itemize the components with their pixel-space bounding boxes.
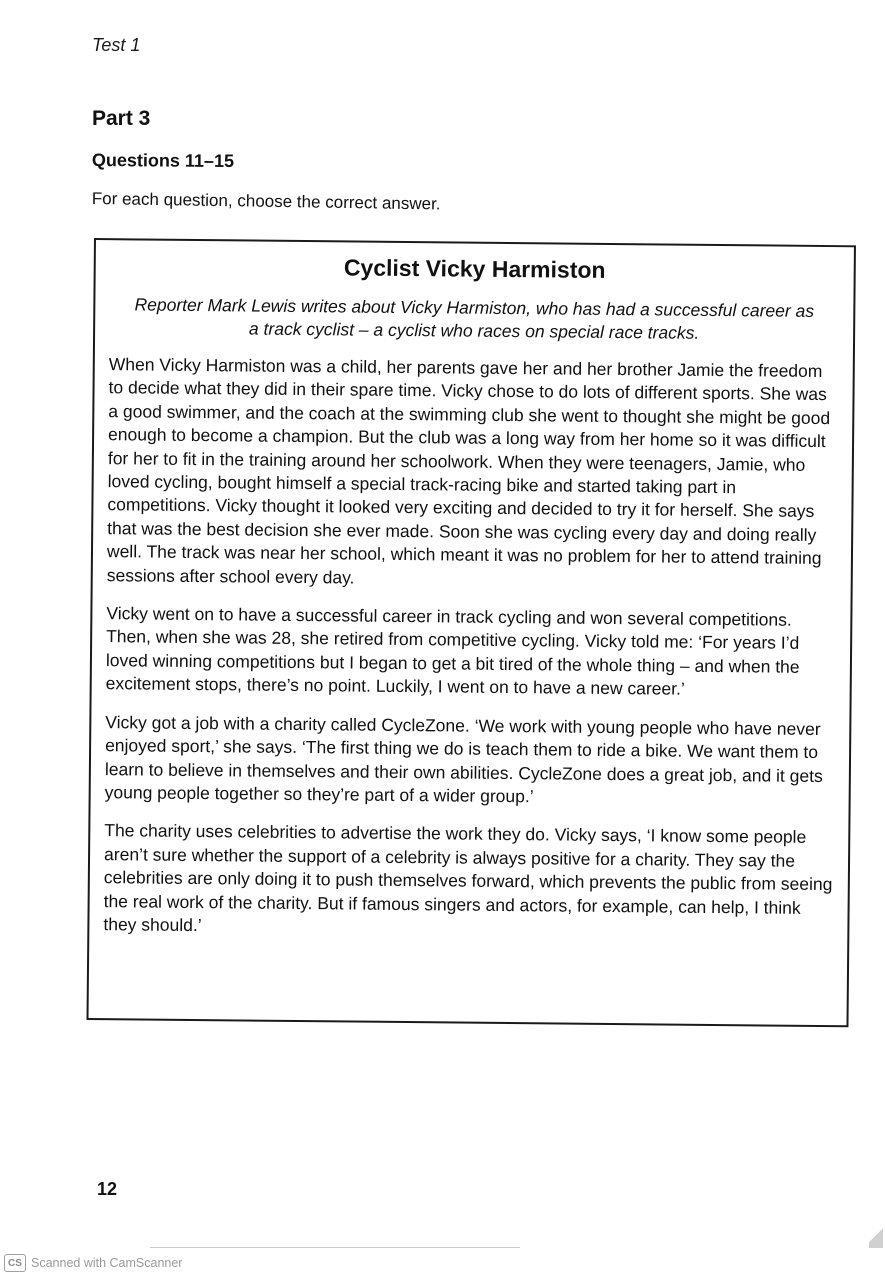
article-paragraph-2: Vicky went on to have a successful career in track cycling and won several competitions. Then, when she was 28, she retired from competitive cycling. Vicky told me: ‘For years I’d loved winning competitions but I began to get a bit tired of the whole thing – and when the excitement stops, there’s no point. Luckily, I went on to have a new career.’: [105, 603, 800, 699]
article-paragraph-1: When Vicky Harmiston was a child, her parents gave her and her brother Jamie the freedom to decide what they did in their spare time. Vicky chose to do lots of different sports. She was a good swimmer, and the coach at the swimming club she went to thought she might be good enough to become a champion. But the club was a long way from her home so it was difficult for her to fit in the training around her schoolwork. When they were teenagers, Jamie, who loved cycling, bought himself a special track-racing bike and started taking part in competitions. Vicky thought it looked very exciting and decided to try it for herself. She says that was the best decision she ever made. Soon she was cycling every day and doing really well. The track was near her school, which meant it was no problem for her to attend training sessions after school every day.: [106, 354, 831, 588]
scanner-watermark: [4, 1254, 182, 1272]
test-label: Test 1: [92, 35, 141, 55]
article-paragraph-4: The charity uses celebrities to advertise the work they do. Vicky says, ‘I know some people aren’t sure whether the support of a celebrity is always positive for a charity. They say the celebrities are only doing it to push themselves forward, which prevents the public from seeing the real work of the charity. But if famous singers and actors, for example, can help, I think they should.’: [103, 820, 833, 936]
camscanner-icon: CS: [4, 1254, 26, 1272]
page-number: 12: [97, 1179, 118, 1199]
scanner-text: Scanned with CamScanner: [31, 1256, 183, 1270]
page-curl-mark: [869, 1222, 883, 1248]
questions-title: Questions 11–15: [91, 150, 235, 171]
scan-divider: [150, 1247, 520, 1248]
part-title: Part 3: [92, 107, 151, 130]
article-paragraph-3: Vicky got a job with a charity called CycleZone. ‘We work with young people who have never enjoyed sport,’ she says. ‘The first thing we do is teach them to ride a bike. We want them to learn to believe in themselves and their own abilities. CycleZone does a great job, and it gets young people together so they’re part of a wider group.’: [104, 711, 823, 807]
article-title: Cyclist Vicky Harmiston: [343, 254, 606, 283]
instruction-text: For each question, choose the correct answer.: [91, 189, 441, 214]
article-box: [86, 238, 855, 1027]
article-standfirst: Reporter Mark Lewis writes about Vicky Harmiston, who has had a successful career as a track cyclist – a cyclist who races on special race tracks.: [134, 294, 815, 343]
